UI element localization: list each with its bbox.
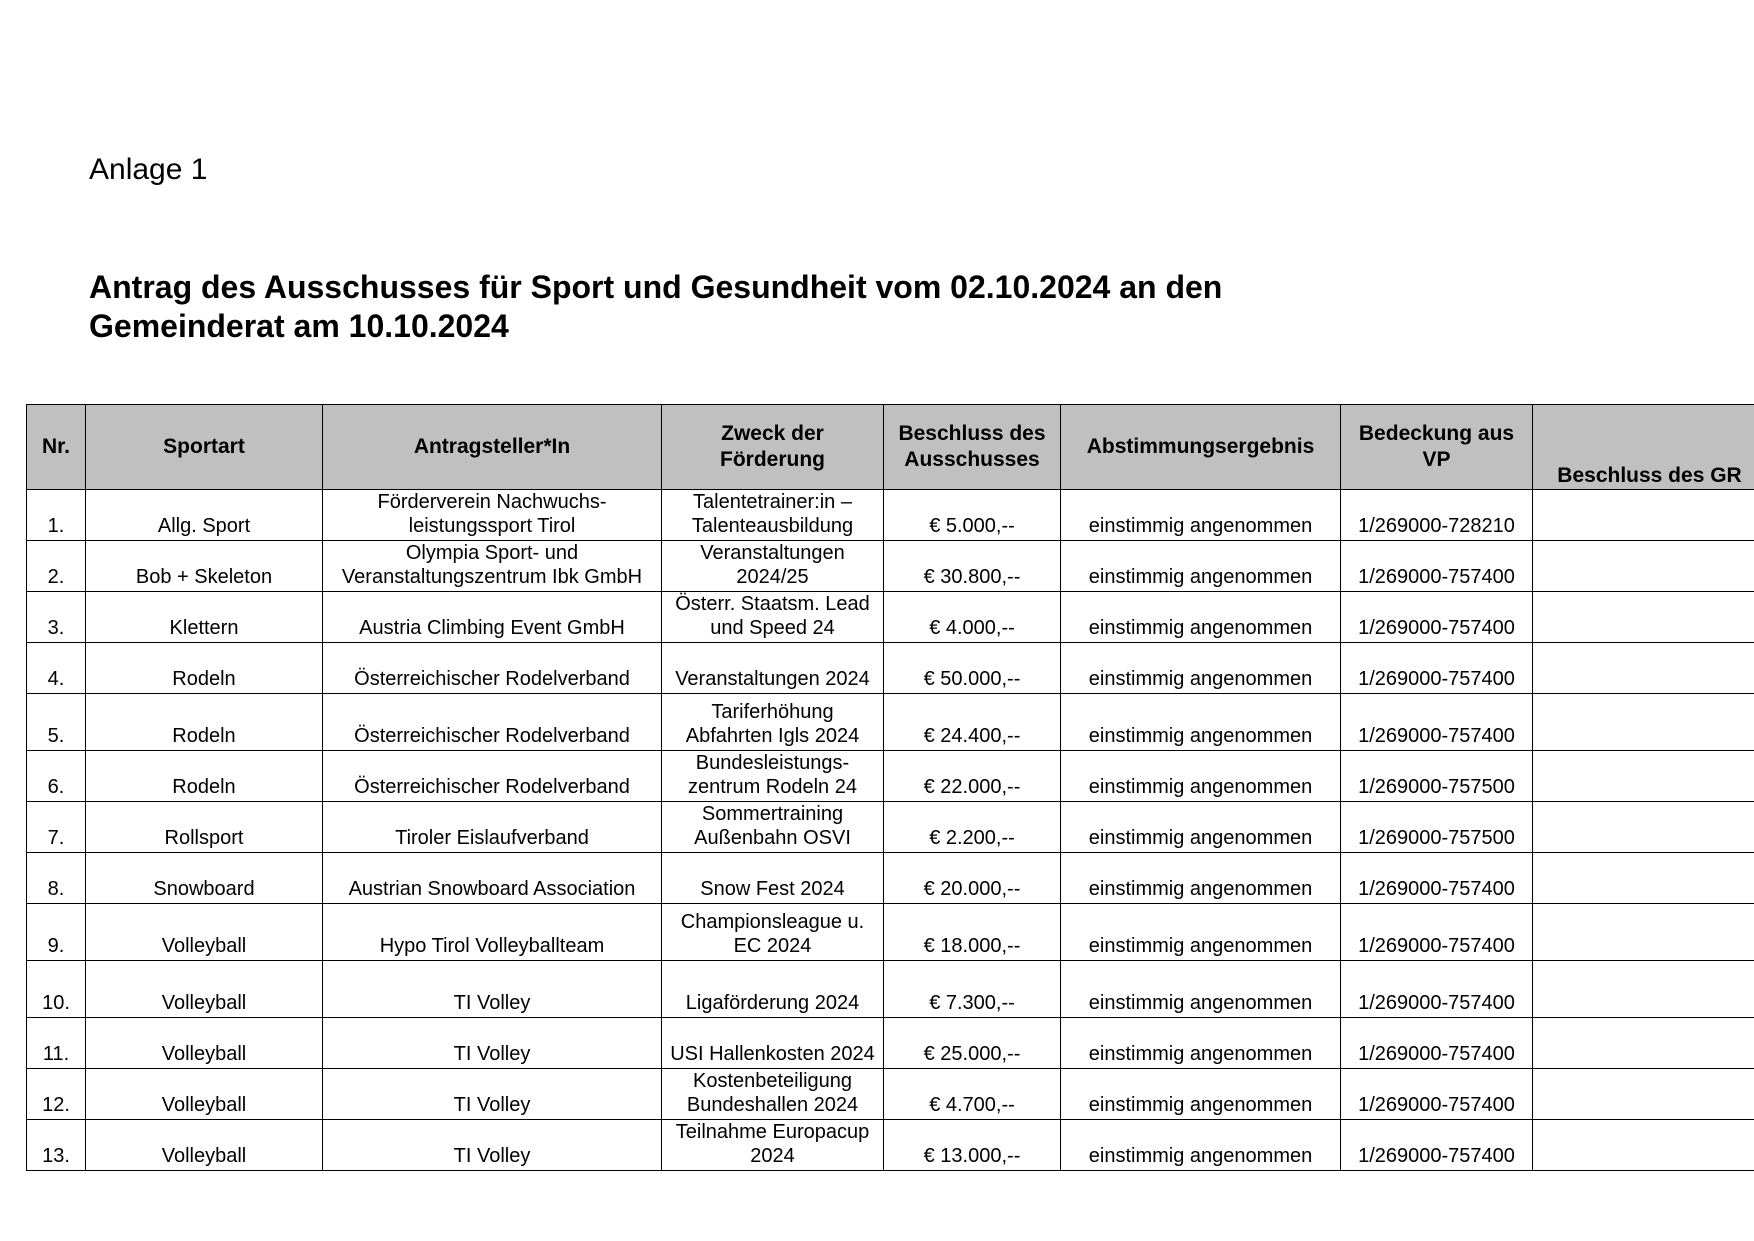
cell-beschluss-gr <box>1533 541 1754 592</box>
cell-bedeckung: 1/269000-757400 <box>1341 1018 1533 1069</box>
cell-zweck: Tariferhöhung Abfahrten Igls 2024 <box>662 694 884 751</box>
cell-antragsteller: TI Volley <box>323 1120 662 1171</box>
table-row <box>27 1120 1754 1171</box>
header-beschluss-gr: Beschluss des GR <box>1533 405 1754 490</box>
cell-zweck: Ligaförderung 2024 <box>662 961 884 1018</box>
cell-beschluss-ausschuss: € 22.000,-- <box>884 751 1061 802</box>
cell-abstimmung: einstimmig angenommen <box>1061 1120 1341 1171</box>
cell-zweck: Kostenbeteiligung Bundeshallen 2024 <box>662 1069 884 1120</box>
document-title <box>89 268 1489 346</box>
cell-abstimmung: einstimmig angenommen <box>1061 961 1341 1018</box>
cell-zweck: Talentetrainer:in – Talenteausbildung <box>662 490 884 541</box>
cell-abstimmung: einstimmig angenommen <box>1061 1018 1341 1069</box>
cell-beschluss-ausschuss: € 24.400,-- <box>884 694 1061 751</box>
cell-nr: 7. <box>27 802 86 853</box>
cell-nr: 6. <box>27 751 86 802</box>
cell-bedeckung: 1/269000-757500 <box>1341 802 1533 853</box>
cell-antragsteller: TI Volley <box>323 961 662 1018</box>
header-bedeckung: Bedeckung aus VP <box>1341 405 1533 490</box>
cell-beschluss-ausschuss: € 30.800,-- <box>884 541 1061 592</box>
cell-beschluss-gr <box>1533 1069 1754 1120</box>
cell-nr: 5. <box>27 694 86 751</box>
cell-antragsteller: Austria Climbing Event GmbH <box>323 592 662 643</box>
cell-bedeckung: 1/269000-757400 <box>1341 643 1533 694</box>
cell-sportart: Volleyball <box>86 904 323 961</box>
header-beschluss-ausschuss: Beschluss des Ausschusses <box>884 405 1061 490</box>
cell-beschluss-ausschuss: € 25.000,-- <box>884 1018 1061 1069</box>
cell-nr: 10. <box>27 961 86 1018</box>
cell-antragsteller: Olympia Sport- und Veranstaltungszentrum Ibk GmbH <box>323 541 662 592</box>
cell-beschluss-ausschuss: € 7.300,-- <box>884 961 1061 1018</box>
cell-antragsteller: Österreichischer Rodelverband <box>323 643 662 694</box>
table-header-row <box>27 405 1754 490</box>
cell-antragsteller: TI Volley <box>323 1018 662 1069</box>
cell-sportart: Volleyball <box>86 1120 323 1171</box>
cell-sportart: Klettern <box>86 592 323 643</box>
cell-beschluss-gr <box>1533 961 1754 1018</box>
cell-nr: 3. <box>27 592 86 643</box>
cell-abstimmung: einstimmig angenommen <box>1061 751 1341 802</box>
cell-abstimmung: einstimmig angenommen <box>1061 1069 1341 1120</box>
cell-abstimmung: einstimmig angenommen <box>1061 853 1341 904</box>
cell-sportart: Bob + Skeleton <box>86 541 323 592</box>
table-row <box>27 694 1754 751</box>
cell-abstimmung: einstimmig angenommen <box>1061 694 1341 751</box>
cell-sportart: Snowboard <box>86 853 323 904</box>
cell-beschluss-gr <box>1533 694 1754 751</box>
cell-sportart: Volleyball <box>86 1069 323 1120</box>
cell-nr: 4. <box>27 643 86 694</box>
header-abstimmung: Abstimmungsergebnis <box>1061 405 1341 490</box>
cell-beschluss-gr <box>1533 1018 1754 1069</box>
cell-beschluss-ausschuss: € 4.700,-- <box>884 1069 1061 1120</box>
cell-bedeckung: 1/269000-757400 <box>1341 904 1533 961</box>
table-row <box>27 802 1754 853</box>
table-row <box>27 853 1754 904</box>
cell-beschluss-ausschuss: € 2.200,-- <box>884 802 1061 853</box>
cell-abstimmung: einstimmig angenommen <box>1061 592 1341 643</box>
cell-beschluss-ausschuss: € 13.000,-- <box>884 1120 1061 1171</box>
cell-nr: 8. <box>27 853 86 904</box>
cell-bedeckung: 1/269000-757400 <box>1341 1069 1533 1120</box>
cell-nr: 13. <box>27 1120 86 1171</box>
cell-nr: 11. <box>27 1018 86 1069</box>
cell-zweck: Österr. Staatsm. Lead und Speed 24 <box>662 592 884 643</box>
cell-beschluss-ausschuss: € 18.000,-- <box>884 904 1061 961</box>
cell-nr: 12. <box>27 1069 86 1120</box>
cell-nr: 2. <box>27 541 86 592</box>
cell-bedeckung: 1/269000-757400 <box>1341 853 1533 904</box>
header-zweck: Zweck der Förderung <box>662 405 884 490</box>
cell-bedeckung: 1/269000-757400 <box>1341 961 1533 1018</box>
cell-sportart: Rodeln <box>86 643 323 694</box>
cell-sportart: Volleyball <box>86 1018 323 1069</box>
cell-nr: 9. <box>27 904 86 961</box>
cell-beschluss-gr <box>1533 490 1754 541</box>
table-row <box>27 490 1754 541</box>
document-title-line-2: Gemeinderat am 10.10.2024 <box>89 308 509 344</box>
table-row <box>27 592 1754 643</box>
cell-sportart: Allg. Sport <box>86 490 323 541</box>
cell-abstimmung: einstimmig angenommen <box>1061 541 1341 592</box>
cell-antragsteller: Hypo Tirol Volleyballteam <box>323 904 662 961</box>
cell-bedeckung: 1/269000-757400 <box>1341 694 1533 751</box>
cell-zweck: Veranstaltungen 2024 <box>662 643 884 694</box>
cell-beschluss-gr <box>1533 853 1754 904</box>
cell-zweck: Snow Fest 2024 <box>662 853 884 904</box>
header-nr: Nr. <box>27 405 86 490</box>
cell-beschluss-gr <box>1533 904 1754 961</box>
header-antragsteller: Antragsteller*In <box>323 405 662 490</box>
funding-table <box>26 404 1754 1171</box>
table-row <box>27 961 1754 1018</box>
cell-bedeckung: 1/269000-757400 <box>1341 1120 1533 1171</box>
cell-abstimmung: einstimmig angenommen <box>1061 904 1341 961</box>
cell-antragsteller: Tiroler Eislaufverband <box>323 802 662 853</box>
cell-sportart: Rollsport <box>86 802 323 853</box>
cell-zweck: USI Hallenkosten 2024 <box>662 1018 884 1069</box>
cell-antragsteller: Österreichischer Rodelverband <box>323 751 662 802</box>
cell-abstimmung: einstimmig angenommen <box>1061 643 1341 694</box>
cell-beschluss-ausschuss: € 4.000,-- <box>884 592 1061 643</box>
cell-antragsteller: Österreichischer Rodelverband <box>323 694 662 751</box>
cell-zweck: Championsleague u. EC 2024 <box>662 904 884 961</box>
cell-beschluss-gr <box>1533 802 1754 853</box>
table-row <box>27 1018 1754 1069</box>
cell-bedeckung: 1/269000-757400 <box>1341 541 1533 592</box>
cell-sportart: Rodeln <box>86 694 323 751</box>
cell-beschluss-gr <box>1533 1120 1754 1171</box>
cell-abstimmung: einstimmig angenommen <box>1061 802 1341 853</box>
table-row <box>27 904 1754 961</box>
table-row <box>27 541 1754 592</box>
cell-beschluss-ausschuss: € 50.000,-- <box>884 643 1061 694</box>
cell-beschluss-gr <box>1533 751 1754 802</box>
cell-sportart: Volleyball <box>86 961 323 1018</box>
cell-bedeckung: 1/269000-757400 <box>1341 592 1533 643</box>
cell-bedeckung: 1/269000-728210 <box>1341 490 1533 541</box>
cell-zweck: Sommertraining Außenbahn OSVI <box>662 802 884 853</box>
table-row <box>27 1069 1754 1120</box>
cell-beschluss-ausschuss: € 20.000,-- <box>884 853 1061 904</box>
cell-abstimmung: einstimmig angenommen <box>1061 490 1341 541</box>
table-row <box>27 751 1754 802</box>
cell-bedeckung: 1/269000-757500 <box>1341 751 1533 802</box>
table-row <box>27 643 1754 694</box>
header-sportart: Sportart <box>86 405 323 490</box>
cell-antragsteller: Austrian Snowboard Association <box>323 853 662 904</box>
table-body <box>27 490 1754 1171</box>
cell-beschluss-gr <box>1533 643 1754 694</box>
cell-beschluss-gr <box>1533 592 1754 643</box>
cell-zweck: Bundesleistungs- zentrum Rodeln 24 <box>662 751 884 802</box>
cell-beschluss-ausschuss: € 5.000,-- <box>884 490 1061 541</box>
cell-nr: 1. <box>27 490 86 541</box>
cell-antragsteller: Förderverein Nachwuchs- leistungssport Tirol <box>323 490 662 541</box>
cell-sportart: Rodeln <box>86 751 323 802</box>
cell-zweck: Veranstaltungen 2024/25 <box>662 541 884 592</box>
annex-label: Anlage 1 <box>89 153 208 186</box>
cell-zweck: Teilnahme Europacup 2024 <box>662 1120 884 1171</box>
document-title-line-1: Antrag des Ausschusses für Sport und Gesundheit vom 02.10.2024 an den <box>89 269 1223 305</box>
cell-antragsteller: TI Volley <box>323 1069 662 1120</box>
